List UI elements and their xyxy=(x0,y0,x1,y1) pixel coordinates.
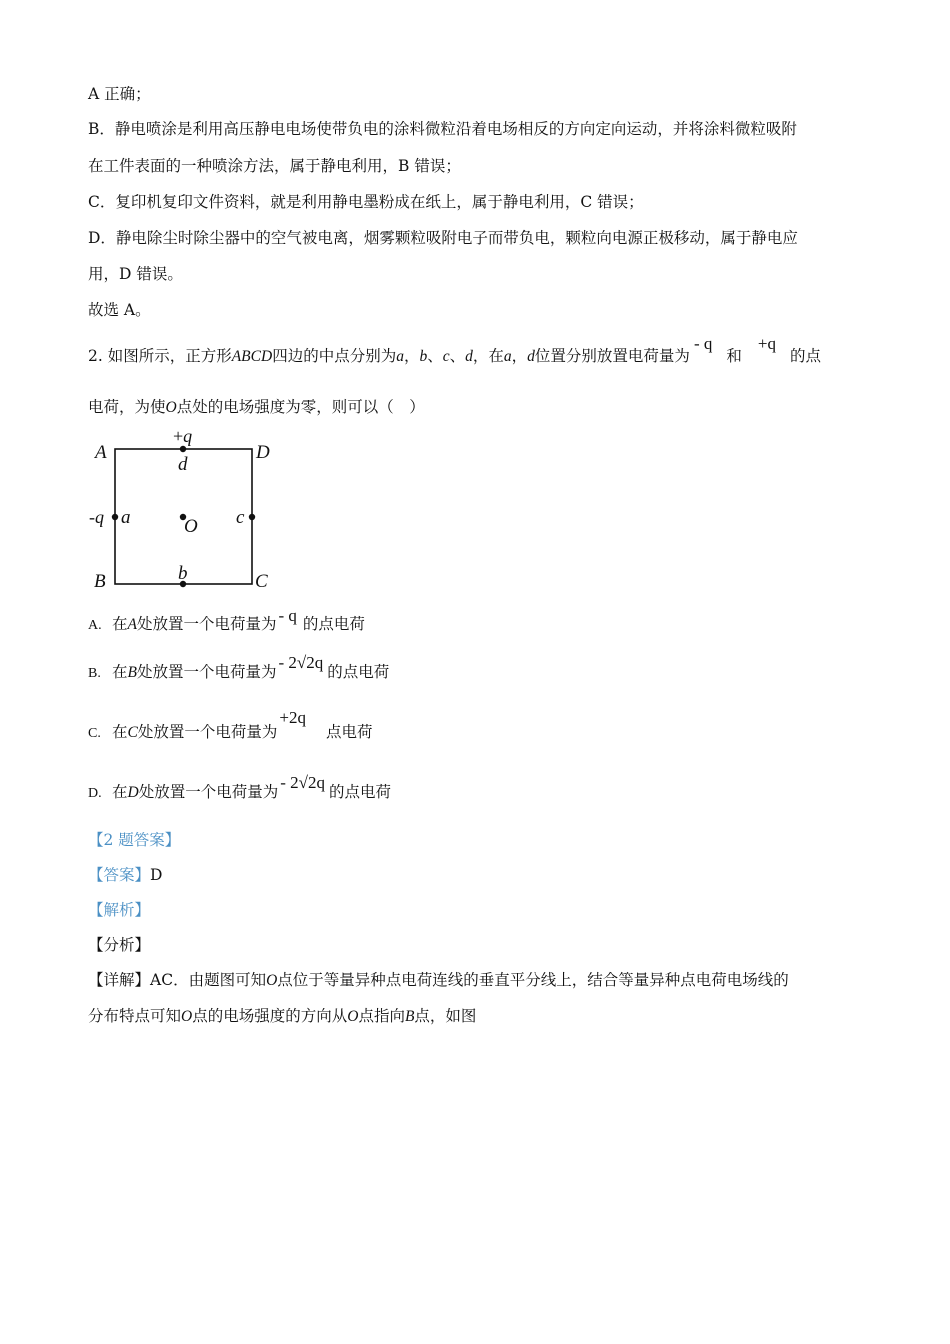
label-left-charge: -q xyxy=(89,507,104,527)
detail-line-2: 分布特点可知O点的电场强度的方向从O点指向B点，如图 xyxy=(88,1007,477,1025)
text-line: 故选 A。 xyxy=(88,301,151,319)
label-c: c xyxy=(236,507,245,528)
label-d: d xyxy=(178,454,188,475)
text-line: D．静电除尘时除尘器中的空气被电离，烟雾颗粒吸附电子而带负电，颗粒向电源正极移动，属于静电应 xyxy=(88,229,798,247)
charge-neg-q: - q xyxy=(693,334,713,353)
option-c-charge: +2q xyxy=(279,708,306,727)
label-O: O xyxy=(184,516,198,537)
question-line-2: 电荷，为使O点处的电场强度为零，则可以（ ） xyxy=(88,398,425,416)
label-C: C xyxy=(255,571,268,592)
detail-line-1: 【详解】AC．由题图可知O点位于等量异种点电荷连线的垂直平分线上，结合等量异种点电荷电场线的 xyxy=(88,971,789,989)
text-line: A 正确； xyxy=(88,85,151,103)
analysis-tag: 【解析】 xyxy=(88,901,151,919)
point-c xyxy=(249,514,255,520)
option-d[interactable]: D. 在D处放置一个电荷量为 - 2√2q 的点电荷 xyxy=(88,773,391,801)
label-D: D xyxy=(256,442,270,463)
answer-line: 【答案】D xyxy=(88,866,163,884)
label-b: b xyxy=(178,563,188,584)
option-b-charge: - 2√2q xyxy=(278,653,324,672)
text-line: C．复印机复印文件资料，就是利用静电墨粉成在纸上，属于静电利用，C 错误； xyxy=(88,193,644,211)
square-charge-figure xyxy=(86,420,286,592)
option-d-charge: - 2√2q xyxy=(280,773,325,792)
charge-pos-q: +q xyxy=(757,334,776,353)
point-d xyxy=(180,446,186,452)
option-a-charge: - q xyxy=(278,606,297,625)
text-line: B．静电喷涂是利用高压静电电场使带负电的涂料微粒沿着电场相反的方向定向运动，并将涂料微粒吸附 xyxy=(88,120,797,138)
label-B: B xyxy=(94,571,106,592)
label-A: A xyxy=(95,442,107,463)
label-top-charge: +q xyxy=(173,426,193,446)
option-c[interactable]: C. 在C处放置一个电荷量为+2q点电荷 xyxy=(88,708,373,741)
question-line-1: 2. 如图所示，正方形ABCD四边的中点分别为a，b、c、d，在a，d位置分别放置电荷量为- q和+q的点 xyxy=(88,334,821,365)
answer-header: 【2 题答案】 xyxy=(88,831,181,849)
point-a xyxy=(112,514,118,520)
label-a: a xyxy=(121,507,131,528)
option-a[interactable]: A. 在A处放置一个电荷量为 - q 的点电荷 xyxy=(88,606,365,633)
text-line: 用，D 错误。 xyxy=(88,265,183,283)
fenxi-tag: 【分析】 xyxy=(88,936,151,954)
option-b[interactable]: B. 在B处放置一个电荷量为 - 2√2q 的点电荷 xyxy=(88,653,390,681)
text-line: 在工件表面的一种喷涂方法，属于静电利用，B 错误； xyxy=(88,157,461,175)
